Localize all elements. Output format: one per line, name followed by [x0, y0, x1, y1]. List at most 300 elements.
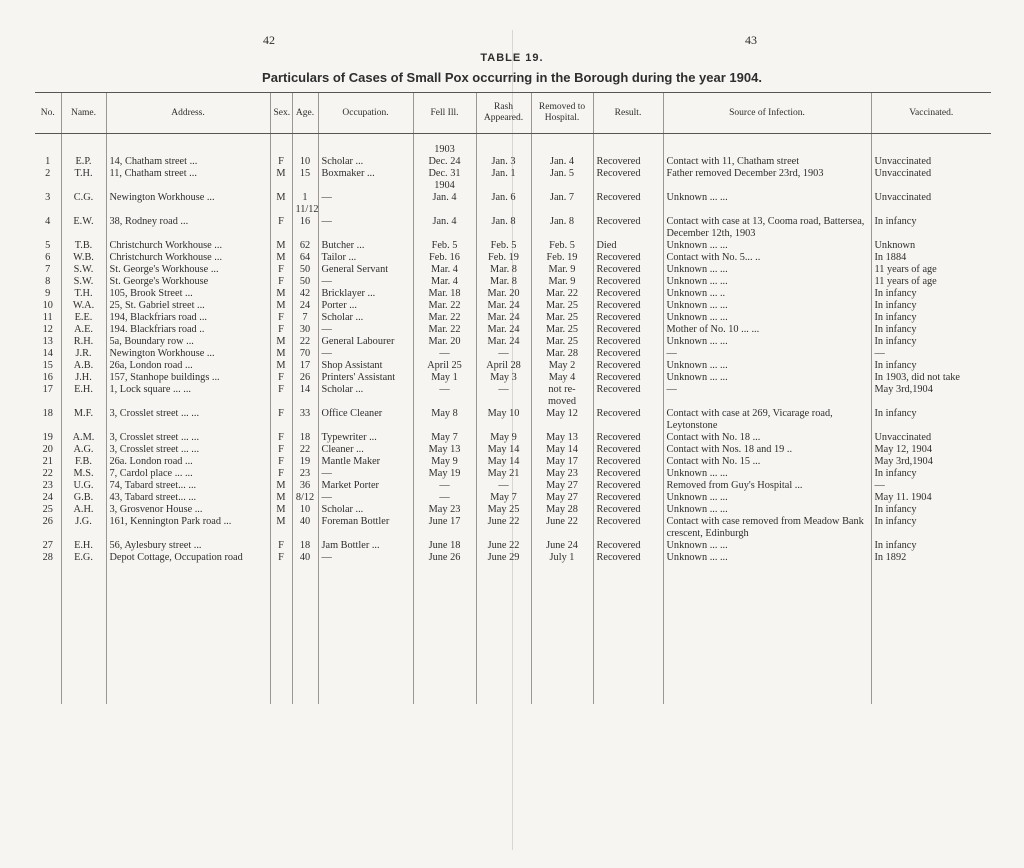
table-body	[35, 134, 991, 705]
cell-sex: F	[270, 540, 292, 552]
cell-address: 26a, London road ...	[106, 360, 270, 372]
cell-fell-ill: April 25	[413, 360, 476, 372]
cell-occupation: Printers' Assistant	[318, 372, 413, 384]
cell-rash: June 22	[476, 516, 531, 540]
cell-rash: May 3	[476, 372, 531, 384]
cell-result: Recovered	[593, 276, 663, 288]
cell-age: 7	[292, 312, 318, 324]
cell-rash: Mar. 24	[476, 312, 531, 324]
col-header-age: Age.	[292, 93, 318, 134]
cell-age: 14	[292, 384, 318, 408]
cell-age: 30	[292, 324, 318, 336]
cell-source: Unknown ... ...	[663, 504, 871, 516]
cell-occupation: Bricklayer ...	[318, 288, 413, 300]
cell-removed: Mar. 25	[531, 336, 593, 348]
cell-fell-ill: —	[413, 480, 476, 492]
cell-occupation: Scholar ...	[318, 156, 413, 168]
filler-row	[35, 564, 991, 704]
cell-name: M.S.	[61, 468, 106, 480]
cell-rash: Feb. 19	[476, 252, 531, 264]
col-header-sex: Sex.	[270, 93, 292, 134]
cell-removed: June 24	[531, 540, 593, 552]
cell-name: S.W.	[61, 264, 106, 276]
cell-no: 7	[45, 264, 51, 275]
cell-vaccinated: Unknown	[871, 240, 991, 252]
cell-vaccinated: In 1884	[871, 252, 991, 264]
cell-occupation: Foreman Bottler	[318, 516, 413, 540]
cell-rash: Mar. 20	[476, 288, 531, 300]
cell-result: Recovered	[593, 192, 663, 216]
cell-vaccinated: In infancy	[871, 312, 991, 324]
cell-removed: Jan. 4	[531, 156, 593, 168]
cell-age: 50	[292, 264, 318, 276]
cell-rash: Jan. 8	[476, 216, 531, 240]
cell-removed: Mar. 9	[531, 276, 593, 288]
cell-sex: F	[270, 432, 292, 444]
cell-result: Recovered	[593, 432, 663, 444]
cell-vaccinated: May 3rd,1904	[871, 384, 991, 408]
cell-vaccinated: Unvaccinated	[871, 192, 991, 216]
cell-address: 161, Kennington Park road ...	[106, 516, 270, 540]
cell-no: 18	[42, 408, 53, 419]
cell-address: 194, Blackfriars road ...	[106, 312, 270, 324]
cell-source: Unknown ... ...	[663, 552, 871, 564]
cell-fell-ill: June 17	[413, 516, 476, 540]
cell-address: 1, Lock square ... ...	[106, 384, 270, 408]
cell-fell-ill: —	[413, 384, 476, 408]
cell-rash: May 14	[476, 444, 531, 456]
col-header-removed: Removed to Hospital.	[531, 93, 593, 134]
cell-occupation: General Servant	[318, 264, 413, 276]
table-row	[35, 336, 991, 348]
cell-removed: May 14	[531, 444, 593, 456]
cell-occupation: Office Cleaner	[318, 408, 413, 432]
cell-fell-ill: Mar. 20	[413, 336, 476, 348]
cell-source: Unknown ... ...	[663, 312, 871, 324]
cell-vaccinated: In infancy	[871, 360, 991, 372]
cell-name: W.A.	[61, 300, 106, 312]
cell-result: Recovered	[593, 168, 663, 180]
table-row	[35, 348, 991, 360]
cell-no: 13	[42, 336, 53, 347]
cell-sex: F	[270, 444, 292, 456]
cell-removed: Mar. 25	[531, 312, 593, 324]
cell-result: Recovered	[593, 252, 663, 264]
cell-removed: May 28	[531, 504, 593, 516]
cell-no: 25	[42, 504, 53, 515]
cell-address: Depot Cottage, Occupation road	[106, 552, 270, 564]
cell-removed: May 4	[531, 372, 593, 384]
cell-sex: F	[270, 384, 292, 408]
cell-vaccinated: May 3rd,1904	[871, 456, 991, 468]
cell-name: T.B.	[61, 240, 106, 252]
cell-name: J.G.	[61, 516, 106, 540]
cell-result: Recovered	[593, 216, 663, 240]
cell-result: Recovered	[593, 444, 663, 456]
cell-address: 157, Stanhope buildings ...	[106, 372, 270, 384]
cell-sex: F	[270, 276, 292, 288]
cell-no: 19	[42, 432, 53, 443]
cell-occupation: Market Porter	[318, 480, 413, 492]
cell-name: U.G.	[61, 480, 106, 492]
cell-no: 16	[42, 372, 53, 383]
cell-name: E.H.	[61, 384, 106, 408]
cell-vaccinated: Unvaccinated	[871, 156, 991, 168]
cell-source: Contact with No. 5... ..	[663, 252, 871, 264]
cell-rash: June 22	[476, 540, 531, 552]
table-row	[35, 384, 991, 408]
year-label: 1904	[413, 180, 476, 192]
cell-name: W.B.	[61, 252, 106, 264]
cell-address: St. George's Workhouse	[106, 276, 270, 288]
spacer-row	[35, 134, 991, 145]
cell-rash: May 7	[476, 492, 531, 504]
cell-sex: M	[270, 240, 292, 252]
cell-rash: June 29	[476, 552, 531, 564]
year-row	[35, 144, 991, 156]
table-row	[35, 504, 991, 516]
cell-sex: M	[270, 252, 292, 264]
cell-source: Contact with case removed from Meadow Bank crescent, Edinburgh	[663, 516, 871, 540]
cell-rash: Mar. 8	[476, 276, 531, 288]
cell-source: Unknown ... ...	[663, 264, 871, 276]
cell-source: Unknown ... ...	[663, 192, 871, 216]
table-label: TABLE 19.	[480, 52, 544, 64]
cell-address: 105, Brook Street ...	[106, 288, 270, 300]
cell-name: S.W.	[61, 276, 106, 288]
cell-age: 36	[292, 480, 318, 492]
cell-source: Unknown ... ...	[663, 540, 871, 552]
cell-removed: not re-moved	[531, 384, 593, 408]
cell-name: A.B.	[61, 360, 106, 372]
cell-no: 12	[42, 324, 53, 335]
cell-occupation: —	[318, 348, 413, 360]
cell-result: Recovered	[593, 156, 663, 168]
cell-removed: Jan. 5	[531, 168, 593, 180]
table-row	[35, 408, 991, 432]
cell-result: Recovered	[593, 516, 663, 540]
cell-vaccinated: 11 years of age	[871, 264, 991, 276]
cell-removed: May 23	[531, 468, 593, 480]
cell-no: 24	[42, 492, 53, 503]
cell-fell-ill: May 19	[413, 468, 476, 480]
cell-sex: F	[270, 156, 292, 168]
cell-no: 8	[45, 276, 51, 287]
col-header-no: No.	[35, 93, 61, 134]
cell-fell-ill: Mar. 22	[413, 324, 476, 336]
cell-result: Recovered	[593, 372, 663, 384]
cell-name: J.R.	[61, 348, 106, 360]
cell-occupation: Boxmaker ...	[318, 168, 413, 180]
cell-sex: M	[270, 288, 292, 300]
table-row	[35, 300, 991, 312]
cell-result: Recovered	[593, 504, 663, 516]
cell-removed: May 27	[531, 492, 593, 504]
cell-vaccinated: May 11. 1904	[871, 492, 991, 504]
col-header-address: Address.	[106, 93, 270, 134]
table-row	[35, 516, 991, 540]
cell-source: Contact with Nos. 18 and 19 ..	[663, 444, 871, 456]
cell-no: 17	[42, 384, 53, 395]
cell-age: 18	[292, 432, 318, 444]
cell-address: Newington Workhouse ...	[106, 348, 270, 360]
cell-address: 25, St. Gabriel street ...	[106, 300, 270, 312]
cell-age: 16	[292, 216, 318, 240]
cell-vaccinated: —	[871, 348, 991, 360]
table-row	[35, 372, 991, 384]
cell-name: T.H.	[61, 168, 106, 180]
cell-no: 14	[42, 348, 53, 359]
cell-rash: Mar. 24	[476, 324, 531, 336]
cell-result: Died	[593, 240, 663, 252]
cell-sex: M	[270, 504, 292, 516]
cell-age: 10	[292, 504, 318, 516]
cell-vaccinated: In 1903, did not take	[871, 372, 991, 384]
cell-sex: M	[270, 168, 292, 180]
cell-address: 56, Aylesbury street ...	[106, 540, 270, 552]
cell-source: Unknown ... ...	[663, 276, 871, 288]
cell-sex: F	[270, 408, 292, 432]
cell-removed: Mar. 22	[531, 288, 593, 300]
cell-vaccinated: In infancy	[871, 288, 991, 300]
cell-occupation: —	[318, 552, 413, 564]
cell-occupation: Cleaner ...	[318, 444, 413, 456]
cell-no: 4	[45, 216, 51, 227]
cell-fell-ill: —	[413, 348, 476, 360]
cell-age: 19	[292, 456, 318, 468]
cell-removed: Feb. 19	[531, 252, 593, 264]
cell-vaccinated: In infancy	[871, 324, 991, 336]
cell-vaccinated: In infancy	[871, 540, 991, 552]
cell-age: 42	[292, 288, 318, 300]
cell-occupation: —	[318, 324, 413, 336]
cell-address: 3, Grosvenor House ...	[106, 504, 270, 516]
cell-rash: Feb. 5	[476, 240, 531, 252]
cell-result: Recovered	[593, 288, 663, 300]
cell-sex: M	[270, 492, 292, 504]
cell-result: Recovered	[593, 300, 663, 312]
cell-address: St. George's Workhouse ...	[106, 264, 270, 276]
cell-source: Contact with No. 18 ...	[663, 432, 871, 444]
cell-sex: M	[270, 480, 292, 492]
cell-name: R.H.	[61, 336, 106, 348]
cell-vaccinated: In infancy	[871, 408, 991, 432]
cell-fell-ill: June 18	[413, 540, 476, 552]
cell-rash: Mar. 24	[476, 300, 531, 312]
cell-source: —	[663, 384, 871, 408]
cell-occupation: —	[318, 492, 413, 504]
table-row	[35, 192, 991, 216]
cell-address: 5a, Boundary row ...	[106, 336, 270, 348]
cell-sex: F	[270, 372, 292, 384]
cell-no: 2	[45, 168, 51, 179]
table-row	[35, 360, 991, 372]
cell-vaccinated: In infancy	[871, 336, 991, 348]
cell-no: 9	[45, 288, 51, 299]
cell-no: 20	[42, 444, 53, 455]
table-row	[35, 288, 991, 300]
cell-occupation: Typewriter ...	[318, 432, 413, 444]
cell-age: 8/12	[292, 492, 318, 504]
cell-rash: May 14	[476, 456, 531, 468]
col-header-source: Source of Infection.	[663, 93, 871, 134]
page-title: Particulars of Cases of Small Pox occurring in the Borough during the year 1904.	[262, 70, 762, 85]
cell-fell-ill: May 7	[413, 432, 476, 444]
table-row	[35, 552, 991, 564]
cell-removed: Mar. 28	[531, 348, 593, 360]
cell-occupation: Mantle Maker	[318, 456, 413, 468]
cell-age: 22	[292, 444, 318, 456]
cell-name: E.W.	[61, 216, 106, 240]
table-row	[35, 480, 991, 492]
cell-address: Christchurch Workhouse ...	[106, 252, 270, 264]
cell-name: A.H.	[61, 504, 106, 516]
cell-vaccinated: In infancy	[871, 516, 991, 540]
cell-address: 14, Chatham street ...	[106, 156, 270, 168]
year-label: 1903	[413, 144, 476, 156]
cell-age: 23	[292, 468, 318, 480]
cell-removed: May 27	[531, 480, 593, 492]
cell-sex: M	[270, 336, 292, 348]
col-header-name: Name.	[61, 93, 106, 134]
cell-age: 64	[292, 252, 318, 264]
table-row	[35, 156, 991, 168]
cell-rash: Mar. 24	[476, 336, 531, 348]
cell-result: Recovered	[593, 480, 663, 492]
cell-age: 62	[292, 240, 318, 252]
cell-no: 15	[42, 360, 53, 371]
cell-no: 1	[45, 156, 51, 167]
cell-fell-ill: May 23	[413, 504, 476, 516]
cell-address: 3, Crosslet street ... ...	[106, 432, 270, 444]
cell-occupation: Shop Assistant	[318, 360, 413, 372]
cell-sex: M	[270, 192, 292, 216]
cell-sex: F	[270, 456, 292, 468]
cell-fell-ill: Jan. 4	[413, 216, 476, 240]
cell-removed: May 12	[531, 408, 593, 432]
table-header-row	[35, 93, 991, 134]
cell-name: E.P.	[61, 156, 106, 168]
cell-age: 10	[292, 156, 318, 168]
cell-result: Recovered	[593, 336, 663, 348]
cell-no: 23	[42, 480, 53, 491]
cell-age: 18	[292, 540, 318, 552]
cell-occupation: —	[318, 216, 413, 240]
cell-no: 6	[45, 252, 51, 263]
cell-source: Unknown ... ...	[663, 468, 871, 480]
cell-removed: Feb. 5	[531, 240, 593, 252]
cell-age: 22	[292, 336, 318, 348]
cell-removed: May 2	[531, 360, 593, 372]
cell-source: Unknown ... ...	[663, 360, 871, 372]
cell-removed: Jan. 8	[531, 216, 593, 240]
cell-result: Recovered	[593, 552, 663, 564]
cell-age: 33	[292, 408, 318, 432]
cell-fell-ill: Feb. 5	[413, 240, 476, 252]
cell-result: Recovered	[593, 408, 663, 432]
cell-name: F.B.	[61, 456, 106, 468]
cell-occupation: Tailor ...	[318, 252, 413, 264]
cell-sex: F	[270, 468, 292, 480]
cell-occupation: Butcher ...	[318, 240, 413, 252]
cell-fell-ill: Dec. 24	[413, 156, 476, 168]
cell-name: C.G.	[61, 192, 106, 216]
cell-result: Recovered	[593, 312, 663, 324]
cell-fell-ill: Mar. 22	[413, 312, 476, 324]
cell-source: Unknown ... ...	[663, 300, 871, 312]
cell-source: Father removed December 23rd, 1903	[663, 168, 871, 180]
table-row	[35, 264, 991, 276]
cell-address: Newington Workhouse ...	[106, 192, 270, 216]
cell-age: 15	[292, 168, 318, 180]
cell-name: E.H.	[61, 540, 106, 552]
cell-fell-ill: May 13	[413, 444, 476, 456]
cell-fell-ill: Mar. 4	[413, 276, 476, 288]
cell-occupation: —	[318, 468, 413, 480]
cell-sex: F	[270, 312, 292, 324]
cell-fell-ill: Mar. 22	[413, 300, 476, 312]
cell-sex: M	[270, 360, 292, 372]
cell-result: Recovered	[593, 324, 663, 336]
cell-no: 3	[45, 192, 51, 203]
table-row	[35, 540, 991, 552]
cell-source: Unknown ... ...	[663, 372, 871, 384]
table-row	[35, 432, 991, 444]
cell-address: 74, Tabard street... ...	[106, 480, 270, 492]
cell-address: 43, Tabard street... ...	[106, 492, 270, 504]
cell-rash: Jan. 6	[476, 192, 531, 216]
cell-sex: F	[270, 324, 292, 336]
cell-occupation: Scholar ...	[318, 312, 413, 324]
cell-name: E.G.	[61, 552, 106, 564]
cell-rash: —	[476, 480, 531, 492]
cell-removed: Mar. 25	[531, 324, 593, 336]
cell-source: Unknown ... ...	[663, 336, 871, 348]
col-header-vaccinated: Vaccinated.	[871, 93, 991, 134]
smallpox-cases-table	[35, 92, 991, 704]
cell-no: 21	[42, 456, 53, 467]
cell-name: E.E.	[61, 312, 106, 324]
table-row	[35, 324, 991, 336]
cell-fell-ill: Mar. 4	[413, 264, 476, 276]
cell-address: 3, Crosslet street ... ...	[106, 408, 270, 432]
col-header-fell-ill: Fell Ill.	[413, 93, 476, 134]
cell-age: 17	[292, 360, 318, 372]
cell-occupation: Jam Bottler ...	[318, 540, 413, 552]
cell-age: 26	[292, 372, 318, 384]
cell-vaccinated: —	[871, 480, 991, 492]
cell-occupation: Porter ...	[318, 300, 413, 312]
table-row	[35, 468, 991, 480]
cell-sex: M	[270, 516, 292, 540]
cell-address: 7, Cardol place ... ...	[106, 468, 270, 480]
cell-address: 194. Blackfriars road ..	[106, 324, 270, 336]
cell-address: 11, Chatham street ...	[106, 168, 270, 180]
cell-age: 70	[292, 348, 318, 360]
cell-fell-ill: May 9	[413, 456, 476, 468]
table-row	[35, 216, 991, 240]
cell-vaccinated: Unvaccinated	[871, 432, 991, 444]
cell-occupation: General Labourer	[318, 336, 413, 348]
table-row	[35, 456, 991, 468]
cell-result: Recovered	[593, 456, 663, 468]
cell-rash: —	[476, 384, 531, 408]
cell-source: —	[663, 348, 871, 360]
cell-fell-ill: —	[413, 492, 476, 504]
cell-result: Recovered	[593, 540, 663, 552]
cell-no: 10	[42, 300, 53, 311]
cell-no: 28	[42, 552, 53, 563]
